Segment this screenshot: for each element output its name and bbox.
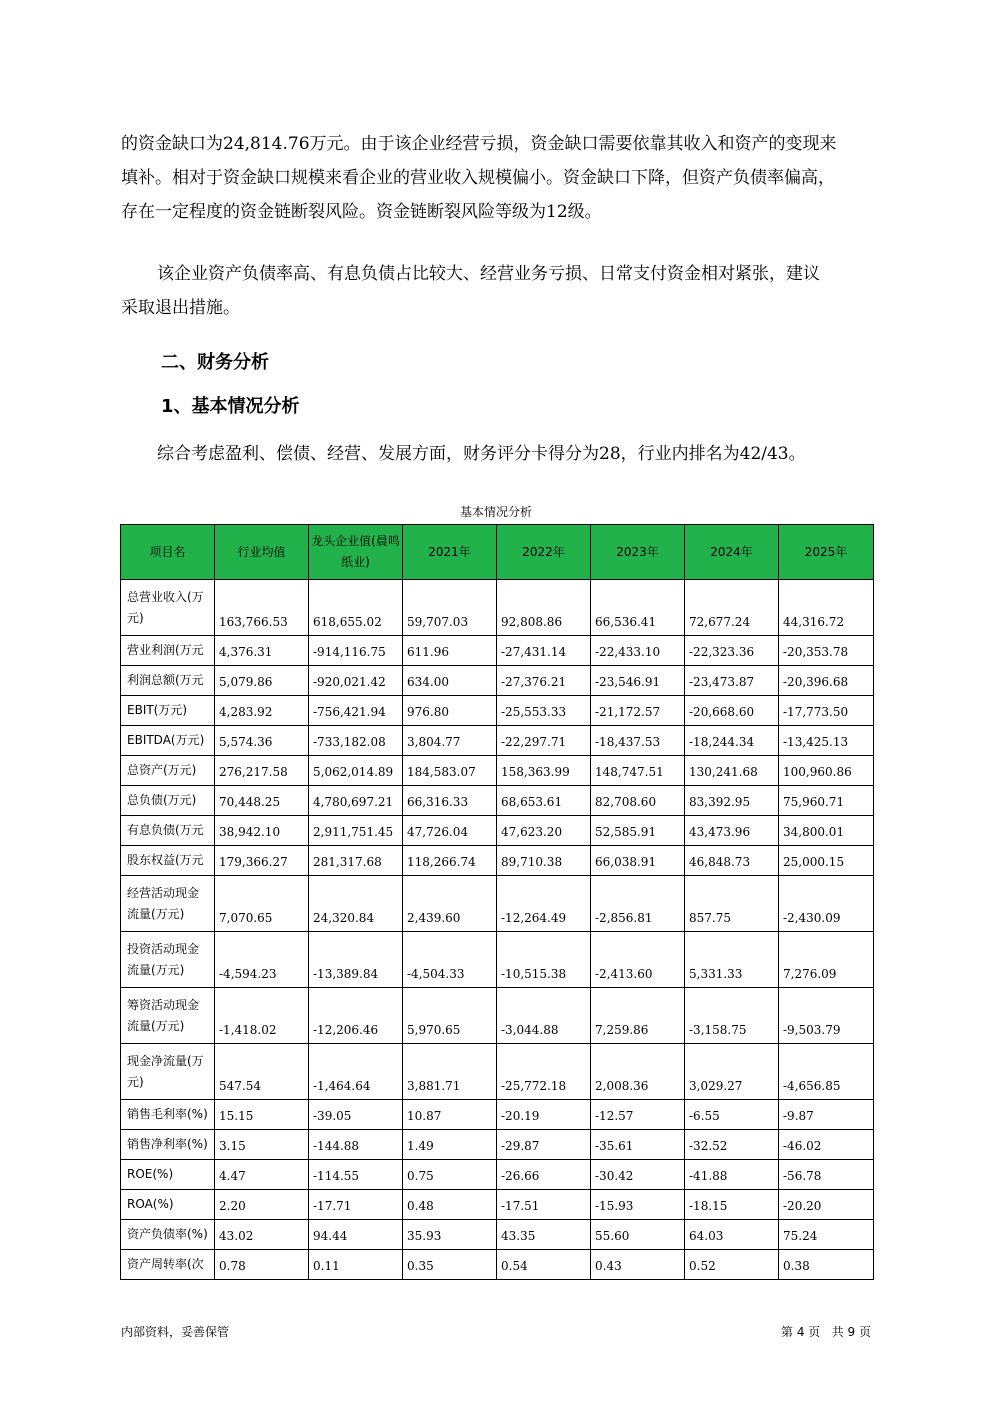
table-cell: 148,747.51	[591, 756, 685, 786]
table-cell: 70,448.25	[215, 786, 309, 816]
table-cell: -23,546.91	[591, 666, 685, 696]
table-cell: -144.88	[309, 1130, 403, 1160]
table-cell: 118,266.74	[403, 846, 497, 876]
table-cell: 1.49	[403, 1130, 497, 1160]
table-cell: -56.78	[779, 1160, 874, 1190]
row-label: 资产负债率(%)	[121, 1220, 215, 1250]
table-cell: 7,070.65	[215, 876, 309, 932]
column-header: 行业均值	[215, 525, 309, 580]
table-cell: 66,038.91	[591, 846, 685, 876]
table-cell: -20,353.78	[779, 636, 874, 666]
table-cell: 611.96	[403, 636, 497, 666]
table-cell: 3.15	[215, 1130, 309, 1160]
table-cell: 5,970.65	[403, 988, 497, 1044]
table-caption: 基本情况分析	[459, 505, 532, 519]
table-cell: 89,710.38	[497, 846, 591, 876]
summary-paragraph	[121, 437, 873, 471]
column-header: 2023年	[591, 525, 685, 580]
table-cell: -23,473.87	[685, 666, 779, 696]
table-row	[121, 786, 874, 816]
table-cell: -1,464.64	[309, 1044, 403, 1100]
table-row	[121, 846, 874, 876]
table-cell: -1,418.02	[215, 988, 309, 1044]
table-cell: 0.54	[497, 1250, 591, 1280]
table-cell: 158,363.99	[497, 756, 591, 786]
table-cell: 3,881.71	[403, 1044, 497, 1100]
table-cell: -27,376.21	[497, 666, 591, 696]
table-cell: -4,656.85	[779, 1044, 874, 1100]
table-cell: 24,320.84	[309, 876, 403, 932]
table-cell: -20.20	[779, 1190, 874, 1220]
table-cell: 7,276.09	[779, 932, 874, 988]
table-cell: 47,726.04	[403, 816, 497, 846]
table-cell: 0.11	[309, 1250, 403, 1280]
row-label: 现金净流量(万元)	[121, 1044, 215, 1100]
table-cell: 5,574.36	[215, 726, 309, 756]
text-line: 存在一定程度的资金链断裂风险。资金链断裂风险等级为12级。	[121, 202, 602, 222]
table-cell: -18,437.53	[591, 726, 685, 756]
table-cell: 2,911,751.45	[309, 816, 403, 846]
footer-left: 内部资料，妥善保管	[121, 1325, 230, 1339]
table-cell: -2,856.81	[591, 876, 685, 932]
table-cell: 10.87	[403, 1100, 497, 1130]
table-cell: -2,413.60	[591, 932, 685, 988]
table-row	[121, 932, 874, 988]
row-label: ROA(%)	[121, 1190, 215, 1220]
table-row	[121, 1190, 874, 1220]
table-cell: -25,553.33	[497, 696, 591, 726]
table-cell: 46,848.73	[685, 846, 779, 876]
table-cell: 4,780,697.21	[309, 786, 403, 816]
table-cell: -17,773.50	[779, 696, 874, 726]
table-cell: -29.87	[497, 1130, 591, 1160]
row-label: 总营业收入(万元)	[121, 580, 215, 636]
table-cell: 281,317.68	[309, 846, 403, 876]
table-cell: -733,182.08	[309, 726, 403, 756]
row-label: 销售毛利率(%)	[121, 1100, 215, 1130]
table-cell: -12.57	[591, 1100, 685, 1130]
row-label: 总负债(万元)	[121, 786, 215, 816]
table-cell: 15.15	[215, 1100, 309, 1130]
table-row	[121, 1250, 874, 1280]
column-header: 龙头企业值(晨鸣纸业)	[309, 525, 403, 580]
table-cell: 43,473.96	[685, 816, 779, 846]
table-cell: 75.24	[779, 1220, 874, 1250]
row-label: 筹资活动现金流量(万元)	[121, 988, 215, 1044]
table-cell: 976.80	[403, 696, 497, 726]
table-cell: -2,430.09	[779, 876, 874, 932]
row-label: 总资产(万元)	[121, 756, 215, 786]
table-cell: 66,316.33	[403, 786, 497, 816]
row-label: 股东权益(万元	[121, 846, 215, 876]
row-label: 资产周转率(次	[121, 1250, 215, 1280]
table-cell: -25,772.18	[497, 1044, 591, 1100]
text-line: 综合考虑盈利、偿债、经营、发展方面，财务评分卡得分为28，行业内排名为42/43。	[157, 444, 806, 464]
footer-page-number: 第 4 页 共 9 页	[781, 1325, 871, 1339]
table-cell: -26.66	[497, 1160, 591, 1190]
table-cell: 4,376.31	[215, 636, 309, 666]
table-cell: -21,172.57	[591, 696, 685, 726]
table-cell: -30.42	[591, 1160, 685, 1190]
table-row	[121, 988, 874, 1044]
row-label: ROE(%)	[121, 1160, 215, 1190]
table-cell: 64.03	[685, 1220, 779, 1250]
table-cell: 0.38	[779, 1250, 874, 1280]
table-cell: 547.54	[215, 1044, 309, 1100]
table-cell: -6.55	[685, 1100, 779, 1130]
table-cell: -114.55	[309, 1160, 403, 1190]
table-row	[121, 1130, 874, 1160]
table-cell: 43.35	[497, 1220, 591, 1250]
row-label: EBIT(万元)	[121, 696, 215, 726]
table-cell: -39.05	[309, 1100, 403, 1130]
subsection-heading: 1、基本情况分析	[161, 396, 300, 417]
table-cell: 35.93	[403, 1220, 497, 1250]
table-cell: -4,594.23	[215, 932, 309, 988]
text-line: 的资金缺口为24,814.76万元。由于该企业经营亏损，资金缺口需要依靠其收入和资产的变现来	[121, 134, 837, 154]
row-label: 销售净利率(%)	[121, 1130, 215, 1160]
table-cell: 4.47	[215, 1160, 309, 1190]
table-cell: -756,421.94	[309, 696, 403, 726]
table-cell: 179,366.27	[215, 846, 309, 876]
row-label: 营业利润(万元	[121, 636, 215, 666]
table-cell: -27,431.14	[497, 636, 591, 666]
table-cell: 7,259.86	[591, 988, 685, 1044]
table-cell: 0.48	[403, 1190, 497, 1220]
table-cell: 0.78	[215, 1250, 309, 1280]
table-cell: 38,942.10	[215, 816, 309, 846]
table-cell: 66,536.41	[591, 580, 685, 636]
table-row	[121, 726, 874, 756]
table-cell: 0.75	[403, 1160, 497, 1190]
table-cell: 75,960.71	[779, 786, 874, 816]
table-cell: -3,044.88	[497, 988, 591, 1044]
table-cell: 0.43	[591, 1250, 685, 1280]
table-cell: 276,217.58	[215, 756, 309, 786]
table-cell: 184,583.07	[403, 756, 497, 786]
table-cell: 3,029.27	[685, 1044, 779, 1100]
table-cell: -18.15	[685, 1190, 779, 1220]
table-row	[121, 696, 874, 726]
table-cell: -18,244.34	[685, 726, 779, 756]
table-cell: -4,504.33	[403, 932, 497, 988]
table-cell: -41.88	[685, 1160, 779, 1190]
table-cell: 0.52	[685, 1250, 779, 1280]
table-cell: 100,960.86	[779, 756, 874, 786]
column-header: 2022年	[497, 525, 591, 580]
column-header: 项目名	[121, 525, 215, 580]
text-line: 该企业资产负债率高、有息负债占比较大、经营业务亏损、日常支付资金相对紧张，建议	[157, 264, 820, 284]
table-cell: -920,021.42	[309, 666, 403, 696]
recommendation-paragraph	[121, 257, 873, 325]
table-cell: -46.02	[779, 1130, 874, 1160]
table-row	[121, 1160, 874, 1190]
table-row	[121, 1100, 874, 1130]
table-cell: 857.75	[685, 876, 779, 932]
table-cell: 55.60	[591, 1220, 685, 1250]
table-row	[121, 580, 874, 636]
table-cell: 130,241.68	[685, 756, 779, 786]
section-heading: 二、财务分析	[161, 352, 269, 373]
table-header-row	[121, 525, 874, 580]
table-cell: 43.02	[215, 1220, 309, 1250]
table-cell: -12,264.49	[497, 876, 591, 932]
table-cell: -20,396.68	[779, 666, 874, 696]
row-label: 投资活动现金流量(万元)	[121, 932, 215, 988]
table-cell: 2,439.60	[403, 876, 497, 932]
table-cell: 5,079.86	[215, 666, 309, 696]
financial-table	[120, 524, 874, 1280]
table-cell: 92,808.86	[497, 580, 591, 636]
table-cell: 59,707.03	[403, 580, 497, 636]
table-cell: 44,316.72	[779, 580, 874, 636]
row-label: EBITDA(万元)	[121, 726, 215, 756]
table-cell: 72,677.24	[685, 580, 779, 636]
table-row	[121, 756, 874, 786]
table-cell: -15.93	[591, 1190, 685, 1220]
table-row	[121, 1044, 874, 1100]
table-cell: 0.35	[403, 1250, 497, 1280]
table-cell: 47,623.20	[497, 816, 591, 846]
table-cell: -13,425.13	[779, 726, 874, 756]
table-cell: 94.44	[309, 1220, 403, 1250]
table-row	[121, 636, 874, 666]
table-cell: -20.19	[497, 1100, 591, 1130]
table-cell: 52,585.91	[591, 816, 685, 846]
table-cell: 3,804.77	[403, 726, 497, 756]
column-header: 2025年	[779, 525, 874, 580]
table-cell: 82,708.60	[591, 786, 685, 816]
table-cell: 83,392.95	[685, 786, 779, 816]
table-cell: 5,062,014.89	[309, 756, 403, 786]
table-cell: -3,158.75	[685, 988, 779, 1044]
table-cell: -35.61	[591, 1130, 685, 1160]
row-label: 利润总额(万元	[121, 666, 215, 696]
table-cell: -17.51	[497, 1190, 591, 1220]
table-cell: -13,389.84	[309, 932, 403, 988]
row-label: 经营活动现金流量(万元)	[121, 876, 215, 932]
column-header: 2024年	[685, 525, 779, 580]
intro-paragraph	[121, 127, 873, 229]
table-cell: 4,283.92	[215, 696, 309, 726]
table-cell: -20,668.60	[685, 696, 779, 726]
table-cell: -22,433.10	[591, 636, 685, 666]
table-cell: -9.87	[779, 1100, 874, 1130]
table-cell: -17.71	[309, 1190, 403, 1220]
table-row	[121, 1220, 874, 1250]
table-row	[121, 876, 874, 932]
table-cell: -32.52	[685, 1130, 779, 1160]
row-label: 有息负债(万元	[121, 816, 215, 846]
table-cell: 2,008.36	[591, 1044, 685, 1100]
table-cell: -22,297.71	[497, 726, 591, 756]
table-cell: 5,331.33	[685, 932, 779, 988]
table-cell: 634.00	[403, 666, 497, 696]
table-cell: 25,000.15	[779, 846, 874, 876]
table-cell: -12,206.46	[309, 988, 403, 1044]
table-cell: 618,655.02	[309, 580, 403, 636]
table-cell: -22,323.36	[685, 636, 779, 666]
text-line: 采取退出措施。	[121, 298, 240, 318]
table-cell: 68,653.61	[497, 786, 591, 816]
table-cell: -914,116.75	[309, 636, 403, 666]
text-line: 填补。相对于资金缺口规模来看企业的营业收入规模偏小。资金缺口下降，但资产负债率偏高，	[121, 168, 835, 188]
table-cell: 34,800.01	[779, 816, 874, 846]
table-cell: -10,515.38	[497, 932, 591, 988]
table-cell: 2.20	[215, 1190, 309, 1220]
column-header: 2021年	[403, 525, 497, 580]
table-cell: 163,766.53	[215, 580, 309, 636]
table-row	[121, 666, 874, 696]
table-cell: -9,503.79	[779, 988, 874, 1044]
table-row	[121, 816, 874, 846]
